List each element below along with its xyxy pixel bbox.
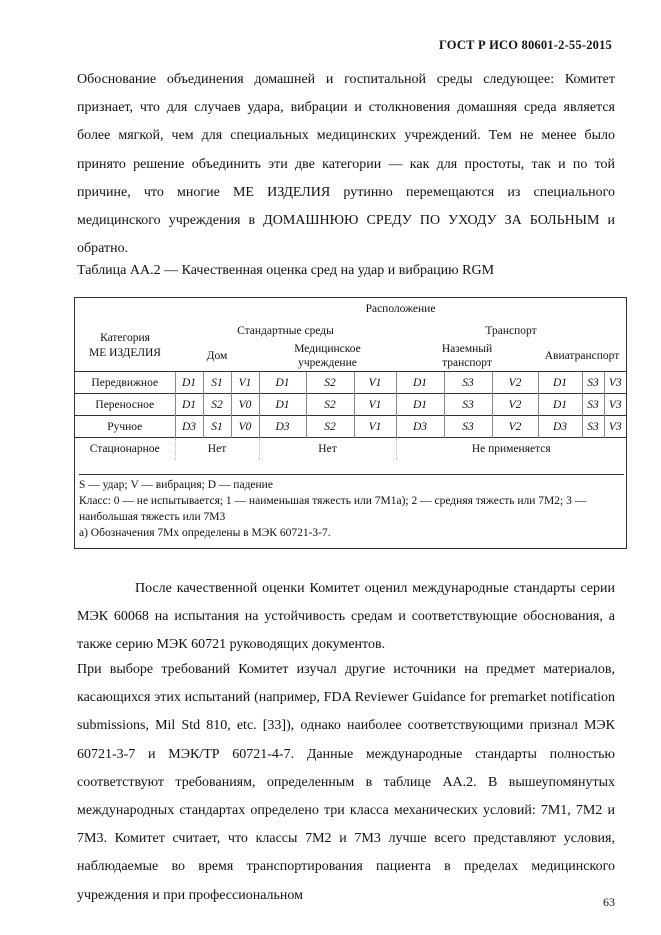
standard-env-header: Стандартные среды: [237, 324, 334, 337]
stationary-medical: Нет: [259, 438, 396, 461]
cell: D1: [259, 372, 306, 394]
ground-line2: транспорт: [442, 357, 492, 369]
paragraph-rationale: Обоснование объединения домашней и госпитальной среды следующее: Комитет признает, что для случаев удара, вибрации и столкновения домашняя среда является более мягкой, чем для специальных медицинских учреждений. Тем не менее было принято решение объединить эти две категории — как для простоты, так и по той причине, что многие МЕ ИЗДЕЛИЯ рутинно перемещаются из специального медицинского учреждения в ДОМАШНЮЮ СРЕДУ ПО УХОДУ ЗА БОЛЬНЫМ и обратно.: [77, 72, 615, 257]
cell: S1: [203, 372, 231, 394]
cell: V1: [354, 394, 396, 416]
medical-line1: Медицинское: [294, 343, 361, 355]
cell: D1: [538, 372, 582, 394]
cell: S3: [444, 416, 492, 438]
cell: V0: [231, 416, 259, 438]
page-number: 63: [603, 895, 615, 909]
category-line2: МЕ ИЗДЕЛИЯ: [89, 346, 161, 359]
cell: D1: [175, 394, 203, 416]
cell: V2: [492, 372, 538, 394]
category-header: [75, 320, 175, 372]
stationary-transport: Не применяется: [396, 438, 626, 461]
cell: D1: [396, 394, 444, 416]
cell: V1: [354, 372, 396, 394]
table-row: [75, 416, 626, 438]
row-name: Стационарное: [75, 438, 175, 461]
cell: S3: [444, 372, 492, 394]
medical-line2: учреждение: [298, 357, 357, 369]
location-header: Расположение: [365, 303, 436, 315]
home-header: Дом: [206, 350, 228, 362]
empty-corner: [75, 298, 175, 320]
table-notes: [79, 474, 624, 541]
table-aa2: [74, 297, 627, 549]
row-name: Ручное: [75, 416, 175, 438]
cell: S3: [582, 372, 604, 394]
cell: S2: [203, 394, 231, 416]
cell: D1: [175, 372, 203, 394]
cell: V0: [231, 394, 259, 416]
medical-header: [259, 341, 396, 372]
transport-header: Транспорт: [485, 324, 537, 337]
cell: D3: [396, 416, 444, 438]
ground-header: [396, 341, 538, 372]
document-header: ГОСТ Р ИСО 80601-2-55-2015: [438, 38, 612, 52]
cell: S2: [306, 416, 354, 438]
paragraph-assessment: После качественной оценки Комитет оценил международные стандарты серии МЭК 60068 на испытания на устойчивость средам и соответствующие обоснования, а также серию МЭК 60721 руководящих документов.: [77, 581, 615, 653]
cell: V3: [604, 416, 626, 438]
cell: D3: [259, 416, 306, 438]
row-name: Переносное: [75, 394, 175, 416]
notes-footnote: а) Обозначения 7Мх определены в МЭК 60721-3-7.: [79, 527, 331, 539]
cell: S3: [582, 416, 604, 438]
category-line1: Категория: [100, 331, 150, 344]
cell: S2: [306, 394, 354, 416]
cell: V2: [492, 394, 538, 416]
cell: D1: [538, 394, 582, 416]
cell: S3: [444, 394, 492, 416]
paragraph-sources: При выборе требований Комитет изучал другие источники на предмет материалов, касающихся этих испытаний (например, FDA Reviewer Guidance for premarket notification submissions, Mil Std 810, etc. [33]), однако наиболее соответствующими признал МЭК 60721-3-7 и МЭК/ТР 60721-4-7. Данные международные стандарты полностью соответствуют требованиям, определенным в таблице АА.2. В вышеупомянутых международных стандартах определено три класса механических условий: 7М1, 7М2 и 7М3. Комитет считает, что классы 7М2 и 7М3 лучше всего представляют условия, наблюдаемые во время транспортирования пациента в пределах медицинского учреждения и при профессиональном: [77, 662, 615, 903]
ground-line1: Наземный: [441, 343, 493, 355]
cell: D3: [175, 416, 203, 438]
cell: V3: [604, 394, 626, 416]
notes-legend: S — удар; V — вибрация; D — падение: [79, 479, 273, 491]
assessment-table: [75, 298, 626, 460]
cell: V1: [231, 372, 259, 394]
cell: D3: [538, 416, 582, 438]
table-row-stationary: [75, 438, 626, 461]
notes-classes: Класс: 0 — не испытывается; 1 — наименьшая тяжесть или 7М1а); 2 — средняя тяжесть или 7М2; 3 — наибольшая тяжесть или 7М3: [79, 495, 587, 523]
cell: D1: [259, 394, 306, 416]
cell: S1: [203, 416, 231, 438]
air-header: Авиатранспорт: [544, 350, 620, 362]
cell: V1: [354, 416, 396, 438]
cell: D1: [396, 372, 444, 394]
table-row: [75, 394, 626, 416]
table-row: [75, 372, 626, 394]
stationary-home: Нет: [175, 438, 259, 461]
row-name: Передвижное: [75, 372, 175, 394]
cell: S2: [306, 372, 354, 394]
table-caption: Таблица АА.2 — Качественная оценка сред на удар и вибрацию RGM: [77, 263, 495, 278]
cell: S3: [582, 394, 604, 416]
cell: V2: [492, 416, 538, 438]
cell: V3: [604, 372, 626, 394]
